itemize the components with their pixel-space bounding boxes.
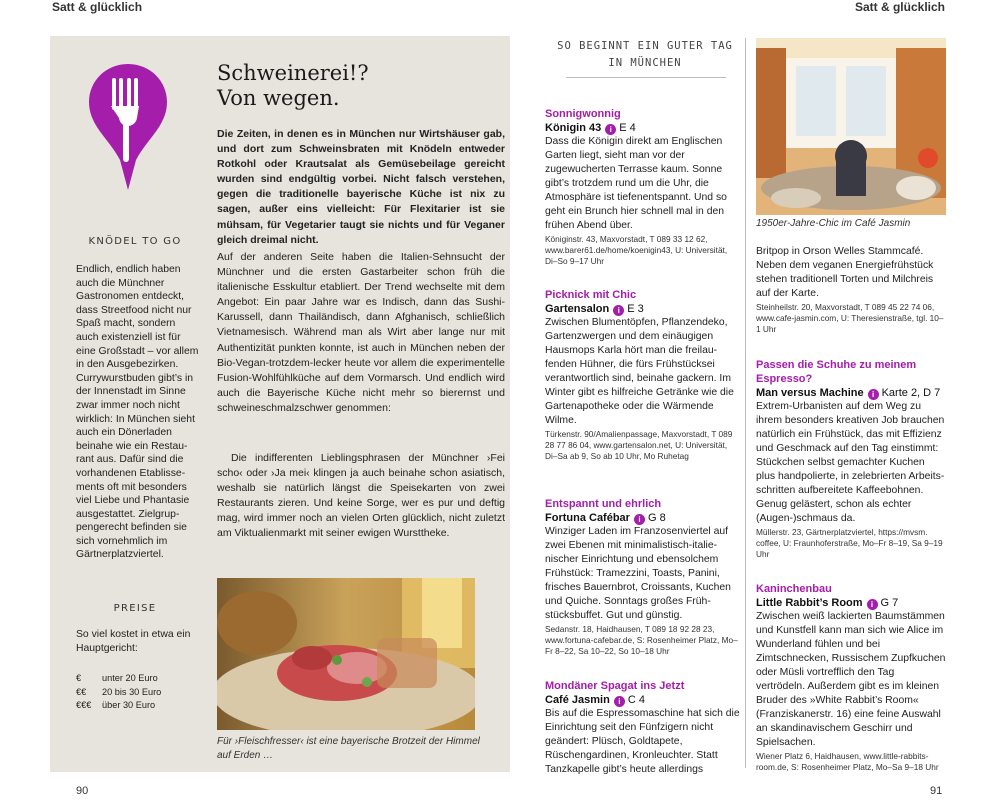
- brotzeit-photo: [217, 578, 475, 730]
- entry-category: Sonnigwonnig: [545, 108, 621, 120]
- entry-name-row: [545, 121, 740, 135]
- entry-map-grid: Karte 2, D 7: [881, 387, 941, 399]
- price-row: [76, 686, 206, 700]
- entry-name: Fortuna Cafébar: [545, 512, 630, 524]
- entry-category: Passen die Schuhe zu meinem Espresso?: [756, 359, 917, 385]
- price-list: [76, 672, 206, 713]
- entry-category: Mondäner Spagat ins Jetzt: [545, 680, 685, 692]
- guide-heading-line2: IN MÜNCHEN: [608, 57, 682, 69]
- article-title-line2: Von wegen.: [217, 86, 340, 110]
- sidebar-text: Endlich, endlich haben auch die Münchner Gastronomen entdeckt, dass Streetfood nicht nur Spaß macht, sondern auch existenziell ist für eine Großstadt – vor allem in den Ausgebezirken. Currywurstbuden gibt’s in der Innenstadt im Sinne zwar immer noch nicht wirklich: In München sieht auch ein Dönerladen beinahe wie ein Restaurant aus. Dafür sind die vorhandenen Etablissements oft mit besonders viel Liebe und Phantasie ausgestattet. Zielgruppengerecht befinden sie sich vornehmlich im Gärtnerplatzviertel.: [76, 264, 199, 561]
- entry-name: Little Rabbit’s Room: [756, 597, 863, 609]
- guide-entry: [545, 679, 740, 777]
- entry-info: Königinstr. 43, Maxvorstadt, T 089 33 12 62, www.barer61.de/home/koenigin43, U: Universität, Di–So 9–17 Uhr: [545, 234, 728, 266]
- entry-name-row: [545, 302, 740, 316]
- article-photo-caption: Für ›Fleischfresser‹ ist eine bayerische Brotzeit der Himmel auf Erden …: [217, 736, 480, 761]
- page-number-right: 91: [930, 785, 943, 797]
- entry-description: Dass die Königin direkt am Englischen Garten liegt, sieht man vor der zugewucherten Terrasse kaum. Sonne gibt’s trotzdem rund um die Uhr, die Atmosphäre ist tiefenentspannt. Und so geht ein Brunch hier schnell mal in den frühen Abend über.: [545, 136, 727, 231]
- entry-name: Gartensalon: [545, 303, 610, 315]
- guide-entry: [545, 497, 740, 657]
- sidebar-title: KNÖDEL TO GO: [88, 236, 182, 247]
- column-divider: [745, 38, 746, 768]
- article-title-line1: Schweinerei!?: [217, 61, 369, 85]
- price-range: 20 bis 30 Euro: [102, 686, 162, 697]
- guide-heading: [545, 38, 745, 72]
- price-range: über 30 Euro: [102, 700, 156, 711]
- guide-heading-line1: SO BEGINNT EIN GUTER TAG: [557, 40, 733, 52]
- guide-entry: [756, 582, 946, 773]
- article-paragraph-1: Auf der anderen Seite haben die Italien-Sehnsucht der Münchner und die ersten Gastarbeiter schon früh die italienische Esskultur etabliert. Der Trend wechselte mit dem Angebot: Ein paar Jahre war es Indisch, dann das Sushi-Karussell, dann Thailändisch, dann Afghanisch, schließlich Vietnamesisch. Während man als Wirt aber lange nur mit Authentizität punkten konnte, ist auch in München neben der Bio-Vegan-trotzdem-lecker heute vor allem die experimentelle Fusion-Wohlfühlküche auf dem Vormarsch. Und endlich wird auch die Bayerische Küche nicht mehr so bierernst und schweineschmalzschwer genommen:: [217, 251, 505, 414]
- map-marker-icon: i: [605, 124, 616, 135]
- map-marker-icon: i: [867, 599, 878, 610]
- entry-map-grid: G 8: [647, 512, 666, 524]
- entry-info: Steinheilstr. 20, Maxvorstadt, T 089 45 22 74 06, www.cafe-jasmin.com, U: Theresienstraße, tgl. 10–1 Uhr: [756, 302, 944, 334]
- entry-description: Bis auf die Espressomaschine hat sich die Einrichtung seit den Fünfzigern nicht geändert: Plüsch, Goldtapete, Rüschengardinen, Kronleuchter. Statt Tanzkapelle gibt’s heute allerdings: [545, 708, 740, 775]
- entry-category: Entspannt und ehrlich: [545, 498, 662, 510]
- entry-description: Zwischen Blumentöpfen, Pflanzendeko, Gartenzwergen und dem einäugigen Hausmops Karla hört man die freilaufenden Hühner, die fürs Frühstücksei verantwortlich sind, beinahe gackern. Im Winter gibt es hilfreiche Getränke wie die Gartenapotheke oder die Wärmende Wilme.: [545, 317, 734, 426]
- entry-name: Café Jasmin: [545, 694, 610, 706]
- entry-map-grid: E 3: [627, 303, 644, 315]
- entry-map-grid: C 4: [627, 694, 645, 706]
- page-number-left: 90: [76, 785, 89, 797]
- entry-name: Man versus Machine: [756, 387, 864, 399]
- entry-info: Türkenstr. 90/Amalienpassage, Maxvorstadt, T 089 28 77 86 04, www.gartensalon.net, U: Universität, Di–Sa ab 9, So ab 10 Uhr, Mo Ruhetag: [545, 429, 733, 461]
- cafe-photo-caption: 1950er-Jahre-Chic im Café Jasmin: [756, 218, 911, 229]
- entry-description: Winziger Laden im Franzosenviertel auf zwei Ebenen mit minimalistisch-italienischer Einrichtung und ebensolchem Frühstück: Tramezzini, Toasts, Panini, frisches Bauernbrot, Croissants, Kuchen und Quiche. Sonntags großes Frühstücksbuffet. Gut und günstig.: [545, 526, 731, 621]
- price-symbol: €€: [76, 686, 87, 697]
- price-symbol: €€€: [76, 700, 92, 711]
- guide-entry: [545, 107, 740, 267]
- entry-category: Picknick mit Chic: [545, 289, 637, 301]
- article-title: [217, 61, 507, 111]
- article-paragraph-2: Die indifferenten Lieblingsphrasen der Münchner ›Fei scho‹ oder ›Ja mei‹ klingen ja auch beinahe schon asiatisch, weshalb sie natürlich längst die Speisekarten von zwei Restaurants zieren. Und keine Sorge, wer es pur und deftig mag, wird immer noch an vielen Orten glücklich, nicht zuletzt am Viktualienmarkt mit seiner ewigen Wursttheke.: [217, 452, 505, 540]
- entry-map-grid: G 7: [880, 597, 899, 609]
- entry-info: Müllerstr. 23, Gärtnerplatzviertel, https://mvsm. coffee, U: Fraunhoferstraße, Mo–Fr 8–19, Sa 9–19 Uhr: [756, 527, 943, 559]
- map-marker-icon: i: [634, 514, 645, 525]
- entry-map-grid: E 4: [619, 122, 636, 134]
- guide-entry: [756, 358, 946, 560]
- price-symbol: €: [76, 673, 82, 683]
- entry-name-row: [756, 596, 946, 610]
- sidebar-prices-intro: So viel kostet in etwa ein Hauptgericht:: [76, 629, 191, 654]
- sidebar-prices-title: PREISE: [113, 603, 157, 614]
- guide-entry: [545, 288, 740, 462]
- map-marker-icon: i: [868, 389, 879, 400]
- entry-category: Kaninchenbau: [756, 583, 832, 595]
- entry-description: Extrem-Urbanisten auf dem Weg zu ihrem besonders kreativen Job brauchen natürlich ein Frühstück, das mit Effizienz und Geschmack auf den Tag einstimmt: Stückchen selbst gemachter Kuchen plus handpolierte, in zelebrierten Arbeitsschritten aufbereitete Kaffeebohnen. Genug gelästert, schon als echter (Augen-)schmaus da.: [756, 401, 945, 524]
- map-marker-icon: i: [613, 305, 624, 316]
- fork-pin-icon: [87, 62, 169, 192]
- price-row: [76, 672, 206, 686]
- price-range: unter 20 Euro: [102, 673, 158, 683]
- price-row: [76, 699, 206, 713]
- map-marker-icon: i: [614, 696, 625, 707]
- entry-name-row: [545, 693, 740, 707]
- entry-description: Britpop in Orson Welles Stammcafé. Neben dem veganen Energiefrühstück stehen traditionell Torten und Milchreis auf der Karte.: [756, 246, 934, 299]
- guide-heading-rule: [566, 77, 726, 78]
- running-head-right: Satt & glücklich: [854, 0, 945, 14]
- article-intro: Die Zeiten, in denen es in München nur Wirtshäuser gab, und dort zum Schweinsbraten mit Knödeln entweder Rotkohl oder Krautsalat als Gemüsebeilage gereicht wurden sind endgültig vorbei. Nicht falsch verstehen, gegen die traditionelle bayerische Küche ist nix zu sagen, außer eins vielleicht: Für Flexitarier ist sie mühsam, für Vegetarier taugt sie nichts und für Veganer gleich dreimal nicht.: [217, 128, 505, 246]
- entry-info: Wiener Platz 6, Haidhausen, www.little-rabbitsroom.de, S: Rosenheimer Platz, Mo–Sa 9–18 Uhr: [756, 751, 939, 772]
- guide-entry-continued: [756, 245, 946, 335]
- cafe-jasmin-photo: [756, 38, 946, 215]
- running-head-left: Satt & glücklich: [52, 0, 143, 14]
- entry-name: Königin 43: [545, 122, 602, 134]
- entry-description: Zwischen weiß lackierten Baumstämmen und Kunstfell kann man sich wie Alice im Wunderland fühlen und bei Zimtschnecken, Russischem Zupfkuchen oder Müsli vortrefflich den Tag vertrödeln. Außerdem gibt es im kleinen Bruder des »White Rabbit’s Room« (Franziskanerstr. 16) eine feine Auswahl an skandinavischem Geschirr und Spielsachen.: [756, 611, 946, 748]
- entry-name-row: [545, 511, 740, 525]
- entry-info: Sedanstr. 18, Haidhausen, T 089 18 92 28 23, www.fortuna-cafebar.de, S: Rosenheimer Platz, Mo–Fr 8–22, Sa 10–22, So 10–18 Uhr: [545, 624, 738, 656]
- entry-name-row: [756, 386, 946, 400]
